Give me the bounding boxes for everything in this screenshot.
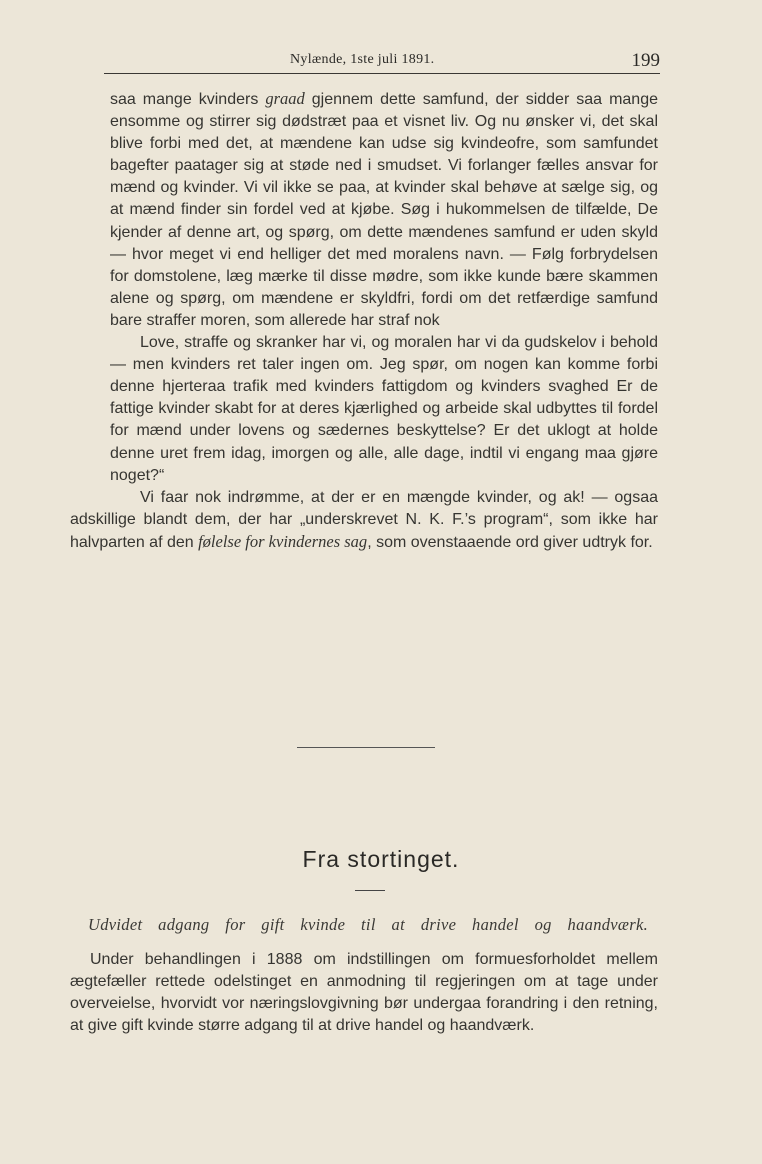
page-number: 199 <box>631 50 660 71</box>
paragraph-1: saa mange kvinders graad gjennem dette samfund, der sidder saa mange ensomme og stirrer sig dødstræt paa et visnet liv. Og nu ønsker vi, det skal blive forbi med det, at mændene kan udse sig kvindeofre, som samfundet bagefter paatager sig at støde ned i smudset. Vi forlanger fælles ansvar for mænd og kvinder. Vi vil ikke se paa, at kvinder skal behøve at sælge sig, og at mænd finder sin fordel ved at kjøbe. Søg i hukommelsen de tilfælde, De kjender af denne art, og spørg, om dette mændenes samfund er uden skyld — hvor meget vi end helliger det med moralens navn. — Følg forbrydelsen for domstolene, læg mærke til disse mødre, som ikke kunde bære skammen alene og spørg, om mændene er skyldfri, fordi om det retfærdige samfund bare straffer moren, som allerede har straf nok <box>110 89 658 329</box>
emphasis-folelse: følelse for kvindernes sag <box>198 531 368 551</box>
section-divider <box>297 747 435 748</box>
paragraph-3: Vi faar nok indrømme, at der er en mængde kvinder, og ak! — ogsaa adskillige blandt dem, der har „underskrevet N. K. F.’s program“, som ikke har halvparten af den følelse for kvindernes sag, som ovenstaaende ord giver udtryk for. <box>70 488 658 551</box>
page-header <box>104 50 660 74</box>
title-rule <box>355 890 385 891</box>
section-subheading: Udvidet adgang for gift kvinde til at drive handel og haandværk. <box>88 915 648 934</box>
section-paragraph: Under behandlingen i 1888 om indstillingen om formuesforholdet mellem ægtefæller rettede odelstinget en anmodning til regjeringen om at tage under overveielse, hvorvidt vor næringslovgivning bør undergaa forandring i den retning, at give gift kvinde større adgang til at drive handel og haandværk. <box>70 951 658 1035</box>
continued-article <box>70 88 658 554</box>
paragraph-2: Love, straffe og skranker har vi, og moralen har vi da gudskelov i behold — men kvinders ret taler ingen om. Jeg spør, om nogen kan komme forbi denne hjerteraa trafik med kvinders fattigdom og kvinders svaghed Er de fattige kvinder skabt for at deres kjærlighed og arbeide skal udbyttes til fordel for mænd under lovens og sædernes beskyttelse? Er det uklogt at holde denne uret frem idag, imorgen og alle, alle dage, indtil vi engang maa gjøre noget?“ <box>110 334 658 484</box>
section-title: Fra stortinget. <box>302 846 460 872</box>
running-title: Nylænde, 1ste juli 1891. <box>290 52 435 67</box>
section-body <box>70 949 658 1037</box>
emphasis-graad: graad <box>265 89 305 108</box>
header-rule <box>104 73 660 74</box>
